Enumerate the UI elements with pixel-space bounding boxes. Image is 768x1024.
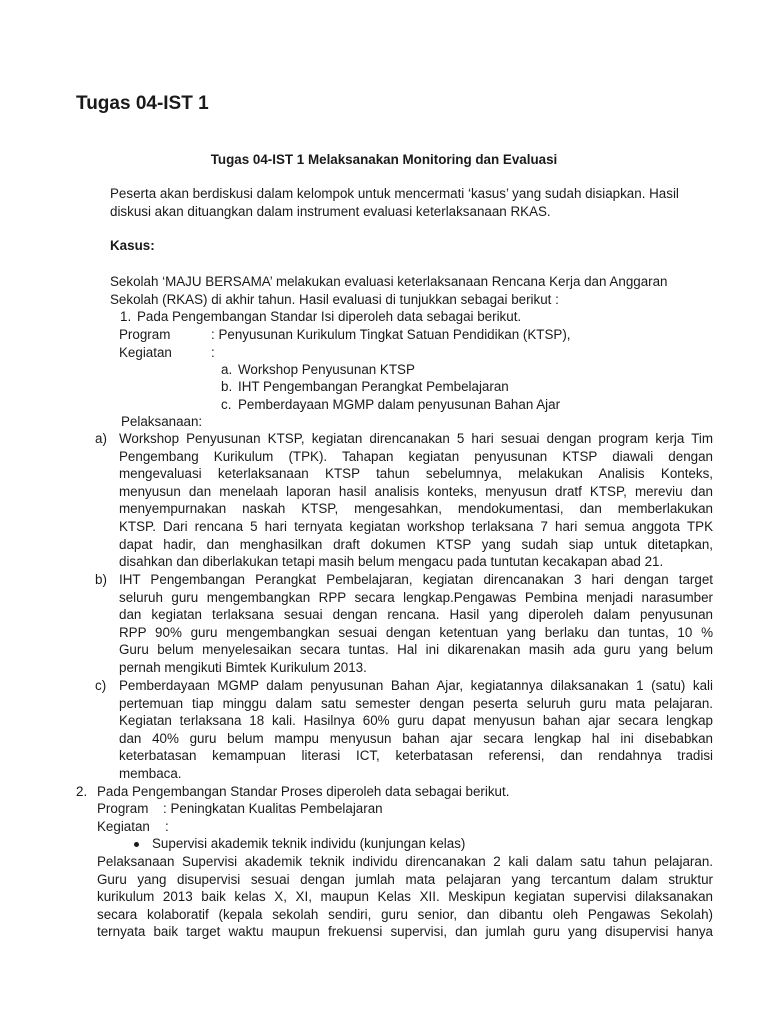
- item-marker: b): [95, 572, 107, 587]
- paragraph-line: KTSP. Dari rencana 5 hari ternyata kegiatan workshop terlaksana 7 hari semua anggota TPK: [119, 518, 713, 534]
- kasus-heading: Kasus:: [110, 238, 155, 253]
- paragraph-line: membaca.: [119, 765, 182, 781]
- paragraph-line: secara kolaboratif (kepala sekolah sendiri, guru senior, dan dibantu oleh Pengawas Sekolah): [97, 906, 713, 922]
- section2-bullet-item: Supervisi akademik teknik individu (kunjungan kelas): [152, 836, 466, 851]
- paragraph-line: menyusun dan menelaah laporan hasil analisis konteks, menyusun dratf KTSP, mereviu dan: [119, 483, 713, 499]
- document-subtitle: Tugas 04-IST 1 Melaksanakan Monitoring dan Evaluasi: [210, 152, 558, 167]
- activity-item: Workshop Penyusunan KTSP: [238, 362, 415, 377]
- bullet-icon: [134, 842, 139, 847]
- item-marker: a): [95, 431, 107, 446]
- section2-kegiatan-label: Kegiatan: [97, 819, 150, 834]
- pelaksanaan-label: Pelaksanaan:: [121, 414, 203, 429]
- document-title: Tugas 04-IST 1: [76, 93, 209, 114]
- paragraph-line: RPP 90% guru mengembangkan sesuai dengan ketentuan yang berlaku dan tuntas, 10 %: [119, 624, 713, 640]
- case-intro-paragraph: [110, 273, 714, 308]
- section2-paragraph: [97, 853, 713, 941]
- paragraph-line: kurikulum 2013 baik kelas X, XI, maupun Kelas XII. Meskipun kegiatan supervisi dilaksanakan: [97, 889, 713, 905]
- activity-item: Pemberdayaan MGMP dalam penyusunan Bahan Ajar: [238, 397, 561, 412]
- intro-line: diskusi akan dituangkan dalam instrument evaluasi keterlaksanaan RKAS.: [110, 203, 551, 219]
- paragraph-line: dapat hadir, dan menghasilkan draft dokumen KTSP yang sudah siap untuk ditetapkan,: [119, 536, 713, 552]
- paragraph-line: pernah mengikuti Bimtek Kurikulum 2013.: [119, 659, 367, 675]
- section1-kegiatan-colon: :: [211, 345, 215, 360]
- paragraph-line: pertemuan tiap minggu dalam satu semester dengan peserta seluruh guru mata pelajaran.: [119, 695, 713, 711]
- section2-heading: Pada Pengembangan Standar Proses diperoleh data sebagai berikut.: [97, 784, 510, 799]
- paragraph-line: Pengembang Kurikulum (TPK). Tahapan kegiatan penyusunan KTSP diawali dengan: [119, 448, 713, 464]
- activity-marker: a.: [221, 362, 233, 377]
- case-intro-line: Sekolah (RKAS) di akhir tahun. Hasil evaluasi di tunjukkan sebagai berikut :: [110, 291, 559, 307]
- section2-program-label: Program: [97, 801, 149, 816]
- section1-kegiatan-label: Kegiatan: [119, 345, 172, 360]
- case-intro-line: Sekolah ‘MAJU BERSAMA’ melakukan evaluasi keterlaksanaan Rencana Kerja dan Anggaran: [110, 274, 668, 289]
- paragraph-line: ternyata baik target waktu maupun frekuensi supervisi, dan jumlah guru yang disupervisi hanya: [97, 924, 713, 940]
- item-marker: c): [95, 678, 107, 693]
- paragraph-line: seluruh guru mengembangkan RPP secara lengkap.Pengawas Pembina menjadi narasumber: [119, 589, 713, 605]
- section2-number: 2.: [76, 784, 88, 799]
- section1-number: 1.: [120, 309, 132, 324]
- paragraph-line: mengevaluasi keterlaksanaan KTSP tahun sebelumnya, melakukan Analisis Konteks,: [119, 466, 713, 482]
- paragraph-line: disahkan dan diberlakukan tetapi masih belum mengacu pada tuntutan kecakapan abad 21.: [119, 554, 664, 570]
- item-a-paragraph: [119, 430, 713, 571]
- paragraph-line: menyempurnakan naskah KTSP, mengesahkan, mendokumentasi, dan memberlakukan: [119, 501, 713, 517]
- activity-item: IHT Pengembangan Perangkat Pembelajaran: [238, 379, 509, 394]
- section1-program-value: : Penyusunan Kurikulum Tingkat Satuan Pendidikan (KTSP),: [211, 327, 571, 342]
- paragraph-line: IHT Pengembangan Perangkat Pembelajaran, kegiatan direncanakan 3 hari dengan target: [119, 572, 713, 587]
- section1-program-label: Program: [119, 327, 171, 342]
- paragraph-line: Kegiatan terlaksana 18 kali. Hasilnya 60% guru dapat menyusun bahan ajar secara lengkap: [119, 713, 713, 729]
- intro-paragraph: [110, 185, 714, 220]
- section1-heading: Pada Pengembangan Standar Isi diperoleh data sebagai berikut.: [137, 309, 522, 324]
- item-b-paragraph: [119, 571, 713, 677]
- activity-marker: b.: [221, 379, 233, 394]
- section2-program-value: : Peningkatan Kualitas Pembelajaran: [163, 801, 383, 816]
- activity-marker: c.: [221, 397, 232, 412]
- paragraph-line: Pelaksanaan Supervisi akademik teknik individu direncanakan 2 kali dalam satu tahun pelajaran.: [97, 854, 713, 869]
- paragraph-line: Guru belum menyelesaikan secara tuntas. Hal ini dikarenakan masih ada guru yang belum: [119, 642, 713, 658]
- item-c-paragraph: [119, 677, 713, 783]
- paragraph-line: Pemberdayaan MGMP dalam penyusunan Bahan Ajar, kegiatannya dilaksanakan 1 (satu) kali: [119, 678, 713, 693]
- paragraph-line: keterbatasan kemampuan literasi ICT, keterbatasan referensi, dan rendahnya tradisi: [119, 748, 713, 764]
- intro-line: Peserta akan berdiskusi dalam kelompok untuk mencermati ‘kasus’ yang sudah disiapkan. Hasil: [110, 186, 679, 201]
- paragraph-line: dan 40% guru belum mampu menyusun bahan ajar secara lengkap hal ini disebabkan: [119, 730, 713, 746]
- paragraph-line: Workshop Penyusunan KTSP, kegiatan direncanakan 5 hari sesuai dengan program kerja Tim: [119, 431, 713, 446]
- section2-kegiatan-colon: :: [165, 819, 169, 834]
- paragraph-line: dan kegiatan terlaksana sesuai dengan rencana. Hasil yang diperoleh dalam penyusunan: [119, 607, 713, 623]
- paragraph-line: Guru yang disupervisi sesuai dengan jumlah mata pelajaran yang tercantum dalam struktur: [97, 871, 713, 887]
